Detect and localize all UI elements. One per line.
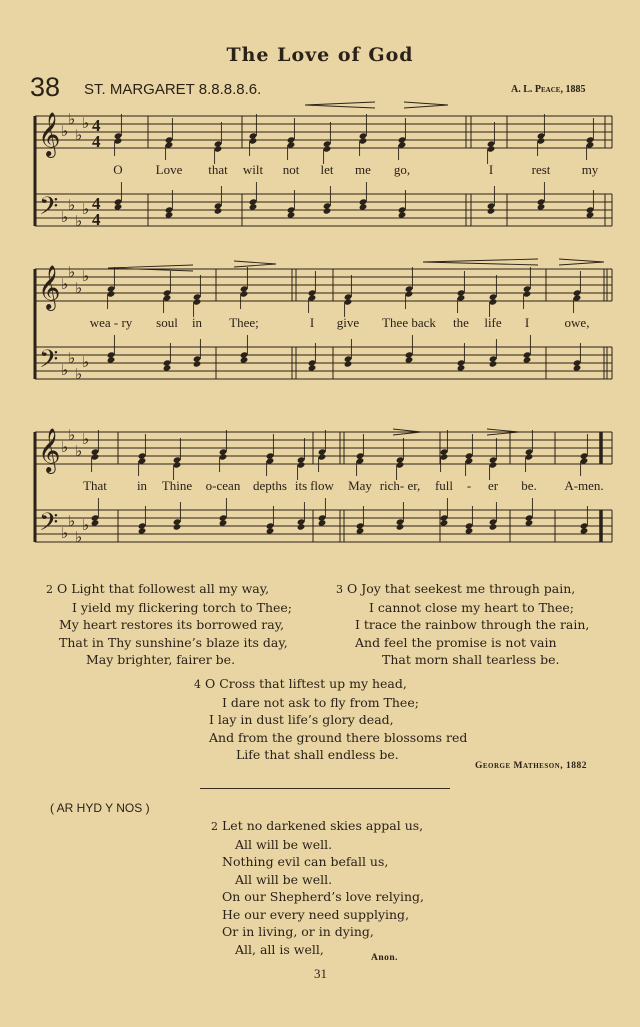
lyric-syllable: go, bbox=[393, 162, 411, 177]
svg-text:♭: ♭ bbox=[68, 426, 76, 444]
svg-text:4: 4 bbox=[92, 194, 101, 213]
verse-line: I yield my flickering torch to Thee; bbox=[72, 599, 293, 615]
verse-line: I dare not ask to fly from Thee; bbox=[222, 694, 419, 710]
svg-text:4: 4 bbox=[92, 132, 101, 151]
svg-text:♭: ♭ bbox=[82, 516, 90, 534]
lyric-syllable: o-cean bbox=[205, 478, 241, 493]
verse-number: 2 bbox=[211, 820, 218, 833]
verse-line: All will be well. bbox=[235, 836, 333, 852]
svg-text:♭: ♭ bbox=[68, 349, 76, 367]
svg-text:𝄞: 𝄞 bbox=[38, 112, 61, 156]
lyric-syllable: owe, bbox=[564, 315, 590, 330]
diminuendo-hairpin bbox=[234, 260, 278, 268]
verse-line: And feel the promise is not vain bbox=[355, 634, 557, 650]
lyric-syllable: O bbox=[113, 162, 123, 177]
svg-text:♭: ♭ bbox=[75, 528, 83, 546]
page-title: The Love of God bbox=[226, 44, 414, 66]
svg-text:♭: ♭ bbox=[68, 196, 76, 214]
lyric-syllable: I bbox=[488, 162, 494, 177]
lyric-syllable: its bbox=[294, 478, 308, 493]
lyric-syllable: Love bbox=[155, 162, 183, 177]
second-hymn-verse bbox=[211, 817, 424, 958]
lyric-syllable: I bbox=[309, 315, 315, 330]
lyric-syllable: er bbox=[487, 478, 499, 493]
svg-text:♭: ♭ bbox=[75, 442, 83, 460]
lyricist-credit: George Matheson, 1882 bbox=[475, 761, 587, 771]
lyric-syllable: soul bbox=[156, 315, 178, 330]
verse-line: I lay in dust life’s glory dead, bbox=[209, 712, 394, 727]
lyric-syllable: rich- er, bbox=[379, 478, 421, 493]
hymn-number: 38 bbox=[30, 72, 61, 102]
verse-line: May brighter, fairer be. bbox=[86, 652, 236, 667]
verse-line: He our every need supplying, bbox=[222, 906, 410, 922]
lyric-syllable: me bbox=[355, 162, 371, 177]
verse-line: On our Shepherd’s love relying, bbox=[222, 889, 425, 904]
lyric-syllable: be. bbox=[521, 478, 537, 493]
lyric-syllable: rest bbox=[531, 162, 551, 177]
verse-line: 3 O Joy that seekest me through pain, bbox=[336, 581, 576, 596]
lyric-syllable: - bbox=[466, 478, 472, 493]
section-divider bbox=[200, 788, 450, 789]
svg-text:𝄢: 𝄢 bbox=[39, 508, 59, 543]
verse-line: That morn shall tearless be. bbox=[382, 652, 560, 667]
svg-text:♭: ♭ bbox=[68, 110, 76, 128]
svg-text:𝄢: 𝄢 bbox=[39, 345, 59, 380]
lyric-syllable: the bbox=[453, 315, 469, 330]
svg-text:♭: ♭ bbox=[61, 524, 69, 542]
lyric-syllable: Thee; bbox=[229, 315, 259, 330]
composer-credit: A. L. Peace, 1885 bbox=[511, 84, 586, 95]
lyric-syllable: That bbox=[83, 478, 107, 493]
verse-line: I cannot close my heart to Thee; bbox=[369, 599, 574, 615]
verse-line: Nothing evil can befall us, bbox=[222, 854, 389, 869]
diminuendo-hairpin bbox=[404, 101, 450, 109]
svg-text:♭: ♭ bbox=[82, 200, 90, 218]
svg-text:4: 4 bbox=[92, 116, 101, 135]
verse-number: 3 bbox=[336, 583, 343, 596]
svg-text:♭: ♭ bbox=[75, 212, 83, 230]
svg-text:♭: ♭ bbox=[68, 512, 76, 530]
lyric-syllable: flow bbox=[310, 478, 334, 493]
lyric-syllable: wea - ry bbox=[89, 315, 133, 330]
crescendo-hairpin bbox=[423, 258, 540, 266]
verse-line: Or in living, or in dying, bbox=[222, 924, 374, 939]
svg-text:♭: ♭ bbox=[61, 438, 69, 456]
lyric-syllable: in bbox=[136, 478, 148, 493]
tune-name: ST. MARGARET 8.8.8.8.6. bbox=[84, 81, 262, 98]
verse-line: Life that shall endless be. bbox=[236, 747, 399, 762]
svg-text:♭: ♭ bbox=[82, 114, 90, 132]
lyric-syllable: in bbox=[191, 315, 203, 330]
lyric-syllable: not bbox=[282, 162, 300, 177]
svg-text:♭: ♭ bbox=[82, 267, 90, 285]
svg-text:♭: ♭ bbox=[61, 275, 69, 293]
svg-text:♭: ♭ bbox=[68, 263, 76, 281]
lyric-syllable: depths bbox=[253, 478, 287, 493]
svg-text:♭: ♭ bbox=[82, 353, 90, 371]
verse-line: All, all is well, bbox=[235, 941, 324, 957]
verse-2 bbox=[46, 580, 292, 669]
lyric-syllable: give bbox=[336, 315, 360, 330]
lyric-syllable: that bbox=[208, 162, 228, 177]
page-number: 31 bbox=[314, 966, 327, 981]
svg-text:♭: ♭ bbox=[61, 122, 69, 140]
svg-text:♭: ♭ bbox=[61, 208, 69, 226]
verse-line: My heart restores its borrowed ray, bbox=[59, 617, 285, 632]
verse-3 bbox=[336, 580, 589, 669]
diminuendo-hairpin bbox=[559, 258, 606, 266]
diminuendo-hairpin bbox=[487, 428, 521, 436]
second-hymn-author: Anon. bbox=[371, 953, 399, 963]
svg-text:𝄞: 𝄞 bbox=[38, 265, 61, 309]
crescendo-hairpin bbox=[108, 264, 195, 272]
lyric-syllable: life bbox=[484, 315, 502, 330]
verse-line: 4 O Cross that liftest up my head, bbox=[194, 676, 407, 691]
lyric-syllable: I bbox=[524, 315, 530, 330]
verse-4 bbox=[194, 675, 467, 764]
svg-text:♭: ♭ bbox=[75, 126, 83, 144]
verse-line: All will be well. bbox=[235, 871, 333, 887]
svg-text:♭: ♭ bbox=[61, 361, 69, 379]
lyric-syllable: wilt bbox=[242, 162, 264, 177]
verse-line: I trace the rainbow through the rain, bbox=[355, 617, 590, 632]
verse-number: 2 bbox=[46, 583, 53, 596]
svg-text:𝄞: 𝄞 bbox=[38, 428, 61, 472]
svg-text:♭: ♭ bbox=[82, 430, 90, 448]
verse-line: 2 O Light that followest all my way, bbox=[46, 581, 270, 596]
svg-text:𝄢: 𝄢 bbox=[39, 192, 59, 227]
second-tune-name: ( AR HYD Y NOS ) bbox=[50, 801, 150, 815]
lyric-syllable: A-men. bbox=[564, 478, 604, 493]
lyric-syllable: Thine bbox=[161, 478, 193, 493]
verse-line: 2 Let no darkened skies appal us, bbox=[211, 818, 424, 833]
svg-text:4: 4 bbox=[92, 210, 101, 229]
lyric-syllable: Thee back bbox=[382, 315, 436, 330]
svg-text:♭: ♭ bbox=[75, 279, 83, 297]
lyric-syllable: full bbox=[434, 478, 454, 493]
verse-line: That in Thy sunshine’s blaze its day, bbox=[59, 634, 288, 650]
lyric-syllable: my bbox=[581, 162, 599, 177]
verse-line: And from the ground there blossoms red bbox=[209, 729, 468, 745]
lyric-syllable: let bbox=[320, 162, 334, 177]
diminuendo-hairpin bbox=[393, 428, 423, 436]
svg-text:♭: ♭ bbox=[75, 365, 83, 383]
verse-number: 4 bbox=[194, 678, 201, 691]
crescendo-hairpin bbox=[305, 101, 377, 109]
lyric-syllable: May bbox=[348, 478, 372, 493]
